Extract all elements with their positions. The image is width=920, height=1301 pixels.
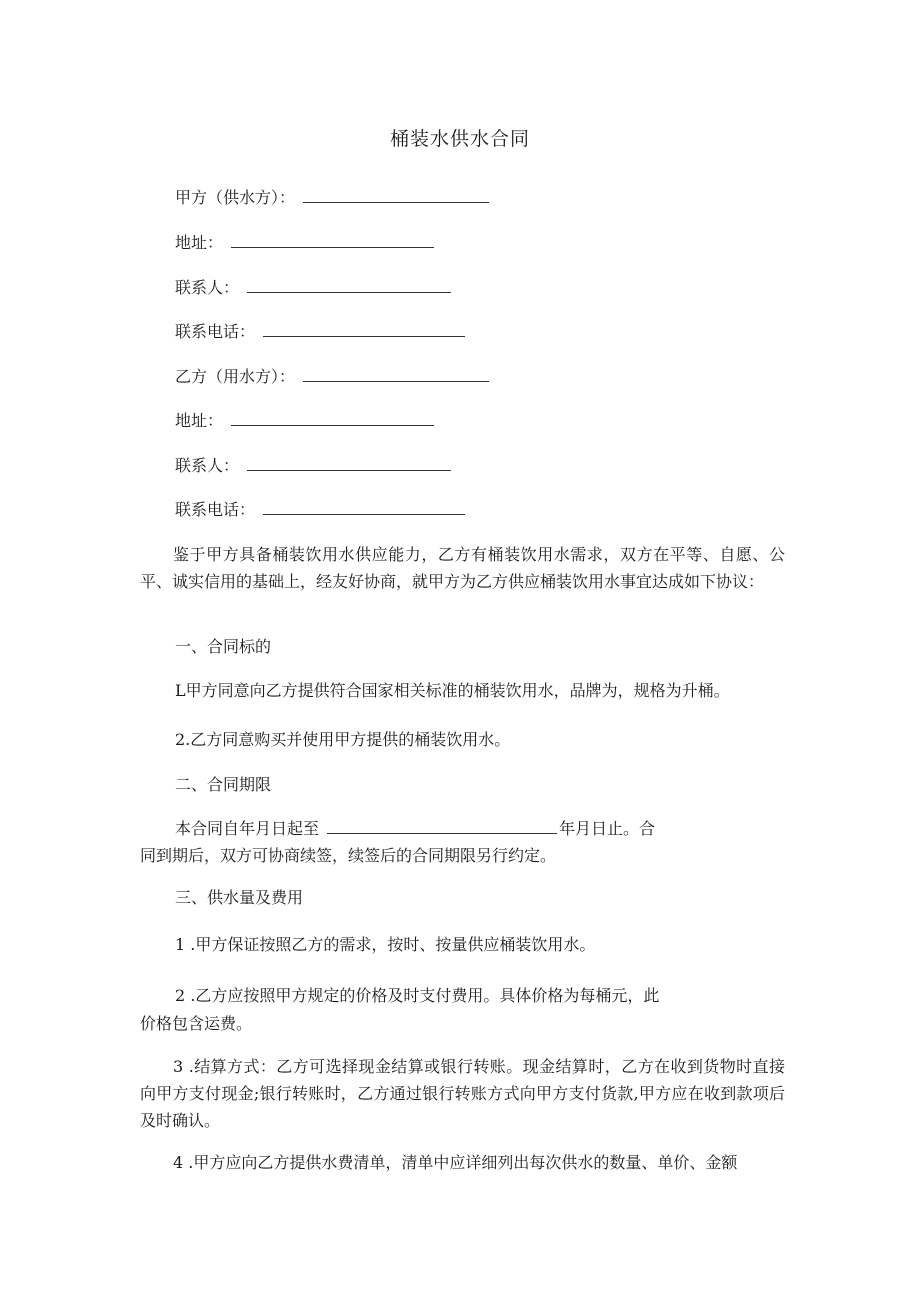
party-a-phone-blank — [263, 322, 465, 337]
party-b-contact-blank — [247, 456, 451, 471]
section3-item1: 1 .甲方保证按照乙方的需求，按时、按量供应桶装饮用水。 — [175, 935, 596, 954]
section2-line1-prefix: 本合同自年月日起至 — [175, 819, 320, 838]
section1-item1: L甲方同意向乙方提供符合国家相关标准的桶装饮用水，品牌为，规格为升桶。 — [175, 681, 730, 700]
section2-line2: 同到期后，双方可协商续签，续签后的合同期限另行约定。 — [140, 846, 557, 865]
party-a-blank — [303, 188, 489, 203]
party-b-field — [175, 366, 489, 388]
section3-item3: 3 .结算方式：乙方可选择现金结算或银行转账。现金结算时，乙方在收到货物时直接向甲方支付现金;银行转账时，乙方通过银行转账方式向甲方支付货款,甲方应在收到款项后及时确认。 — [140, 1057, 785, 1130]
party-a-field — [175, 187, 489, 209]
section2-line1-suffix: 年月日止。合 — [559, 819, 656, 838]
section3-item2-line1: 2 .乙方应按照甲方规定的价格及时支付费用。具体价格为每桶元，此 — [175, 986, 660, 1005]
party-b-phone-label: 联系电话： — [175, 500, 256, 519]
party-a-phone-field — [175, 321, 465, 343]
party-b-contact-field — [175, 455, 451, 477]
party-a-address-field — [175, 232, 434, 254]
party-a-address-blank — [231, 233, 434, 248]
party-b-label: 乙方（用水方）： — [175, 367, 296, 386]
document-title: 桶装水供水合同 — [389, 128, 530, 150]
party-b-contact-label: 联系人： — [175, 456, 240, 475]
party-a-address-label: 地址： — [175, 233, 224, 252]
preamble-paragraph: 鉴于甲方具备桶装饮用水供应能力，乙方有桶装饮用水需求，双方在平等、自愿、公平、诚实信用的基础上，经友好协商，就甲方为乙方供应桶装饮用水事宜达成如下协议： — [140, 545, 785, 591]
section2-term-blank — [327, 819, 557, 834]
party-a-contact-field — [175, 277, 451, 299]
section1-item2: 2.乙方同意购买并使用甲方提供的桶装饮用水。 — [175, 730, 511, 749]
party-a-contact-blank — [247, 278, 451, 293]
section2-heading: 二、合同期限 — [175, 775, 272, 794]
party-b-blank — [303, 367, 489, 382]
section3-item2-line2: 价格包含运费。 — [140, 1014, 253, 1033]
section3-heading: 三、供水量及费用 — [175, 888, 304, 907]
party-b-phone-blank — [263, 500, 465, 515]
party-a-phone-label: 联系电话： — [175, 322, 256, 341]
section3-item4: 4 .甲方应向乙方提供水费清单，清单中应详细列出每次供水的数量、单价、金额 — [173, 1153, 738, 1172]
party-b-address-label: 地址： — [175, 411, 224, 430]
party-a-label: 甲方（供水方）： — [175, 188, 296, 207]
section1-heading: 一、合同标的 — [175, 637, 272, 656]
section2-line1 — [175, 818, 655, 840]
party-b-phone-field — [175, 499, 465, 521]
party-a-contact-label: 联系人： — [175, 278, 240, 297]
party-b-address-field — [175, 410, 434, 432]
party-b-address-blank — [231, 411, 434, 426]
